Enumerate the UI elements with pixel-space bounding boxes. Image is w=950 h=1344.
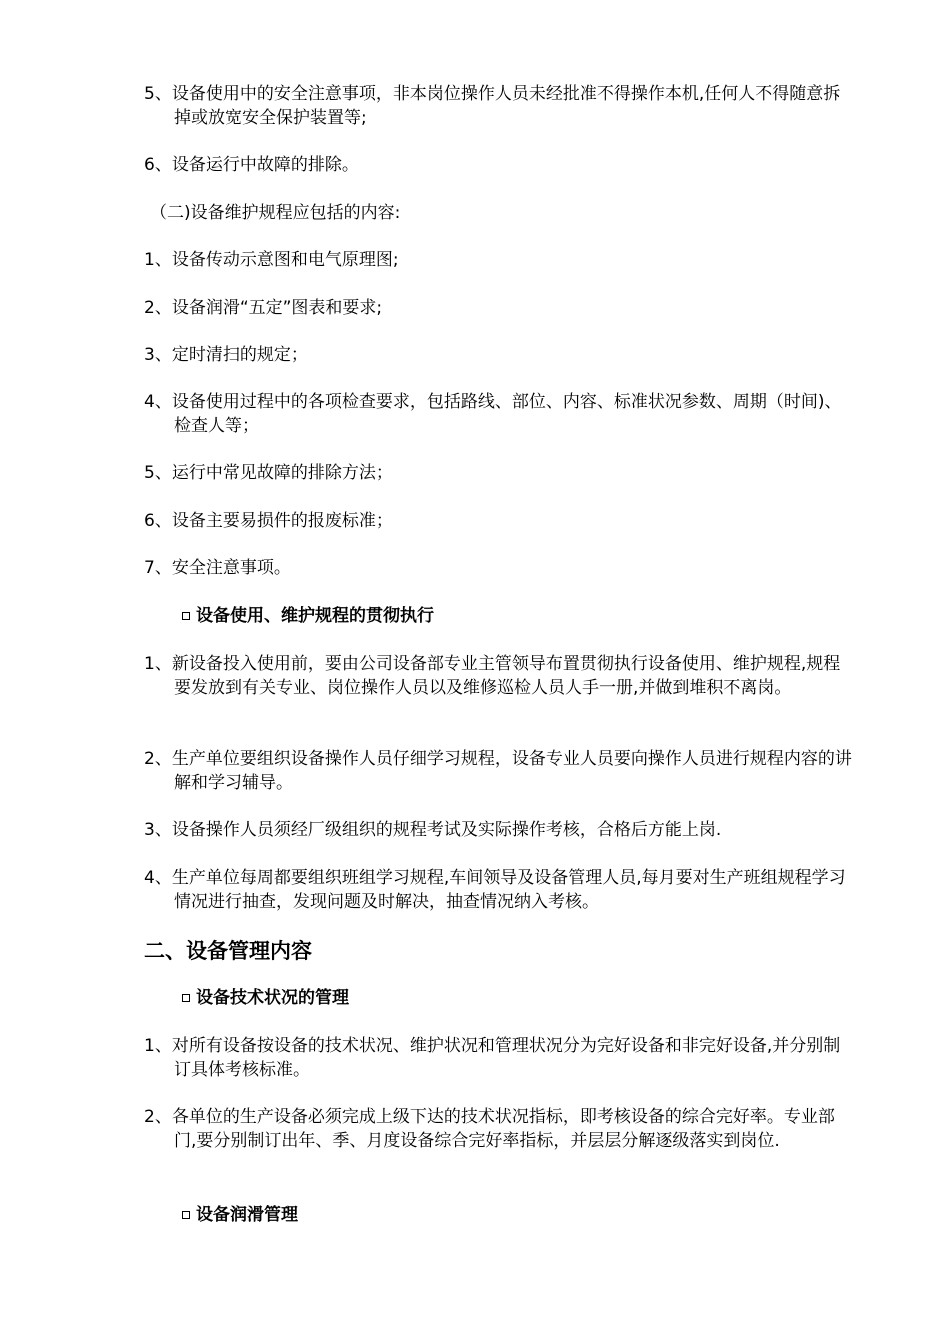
subsection-maintenance-rules: （二)设备维护规程应包括的内容: [150,203,401,223]
list-item-common-faults: 5、运行中常见故障的排除方法； [144,463,393,483]
bullet-heading-lubrication [182,1203,782,1227]
list-item-new-equipment: 1、新设备投入使用前，要由公司设备部专业主管领导布置贯彻执行设备使用、维护规程,规程要发放到有关专业、岗位操作人员以及维修巡检人员人手一册,并做到堆积不离岗。 [144,654,841,698]
square-bullet-icon [182,1211,190,1219]
square-bullet-icon [182,612,190,620]
list-item-study-rules: 2、生产单位要组织设备操作人员仔细学习规程，设备专业人员要向操作人员进行规程内容的讲解和学习辅导。 [144,749,852,793]
list-item-operator-exam: 3、设备操作人员须经厂级组织的规程考试及实际操作考核，合格后方能上岗. [144,820,722,840]
list-item-wear-parts: 6、设备主要易损件的报废标准； [144,511,393,531]
list-item-integrity-rate: 2、各单位的生产设备必须完成上级下达的技术状况指标，即考核设备的综合完好率。专业部门,要分别制订出年、季、月度设备综合完好率指标，并层层分解逐级落实到岗位. [144,1107,835,1151]
paragraph-use-safety-notes: 5、设备使用中的安全注意事项，非本岗位操作人员未经批准不得操作本机,任何人不得随意拆掉或放宽安全保护装置等; [144,84,841,128]
bullet-heading-technical-status [182,986,782,1010]
bullet-heading-implementation [182,604,782,628]
list-item-weekly-study: 4、生产单位每周都要组织班组学习规程,车间领导及设备管理人员,每月要对生产班组规程学习情况进行抽查，发现问题及时解决，抽查情况纳入考核。 [144,868,846,912]
paragraph-fault-removal: 6、设备运行中故障的排除。 [144,155,359,175]
list-item-classification: 1、对所有设备按设备的技术状况、维护状况和管理状况分为完好设备和非完好设备,并分别制订具体考核标准。 [144,1036,841,1080]
bullet-heading-text: 设备技术状况的管理 [196,988,349,1008]
list-item-safety-notes: 7、安全注意事项。 [144,558,291,578]
list-item-inspection-requirements: 4、设备使用过程中的各项检查要求，包括路线、部位、内容、标准状况参数、周期（时间)、检查人等； [144,392,842,436]
list-item-lubrication-five-fixed: 2、设备润滑“五定”图表和要求; [144,298,383,318]
list-item-transmission-diagram: 1、设备传动示意图和电气原理图; [144,250,399,270]
square-bullet-icon [182,994,190,1002]
bullet-heading-text: 设备润滑管理 [196,1205,298,1225]
list-item-cleaning-rules: 3、定时清扫的规定； [144,345,308,365]
section-heading-management: 二、设备管理内容 [144,939,312,963]
bullet-heading-text: 设备使用、维护规程的贯彻执行 [196,606,434,626]
